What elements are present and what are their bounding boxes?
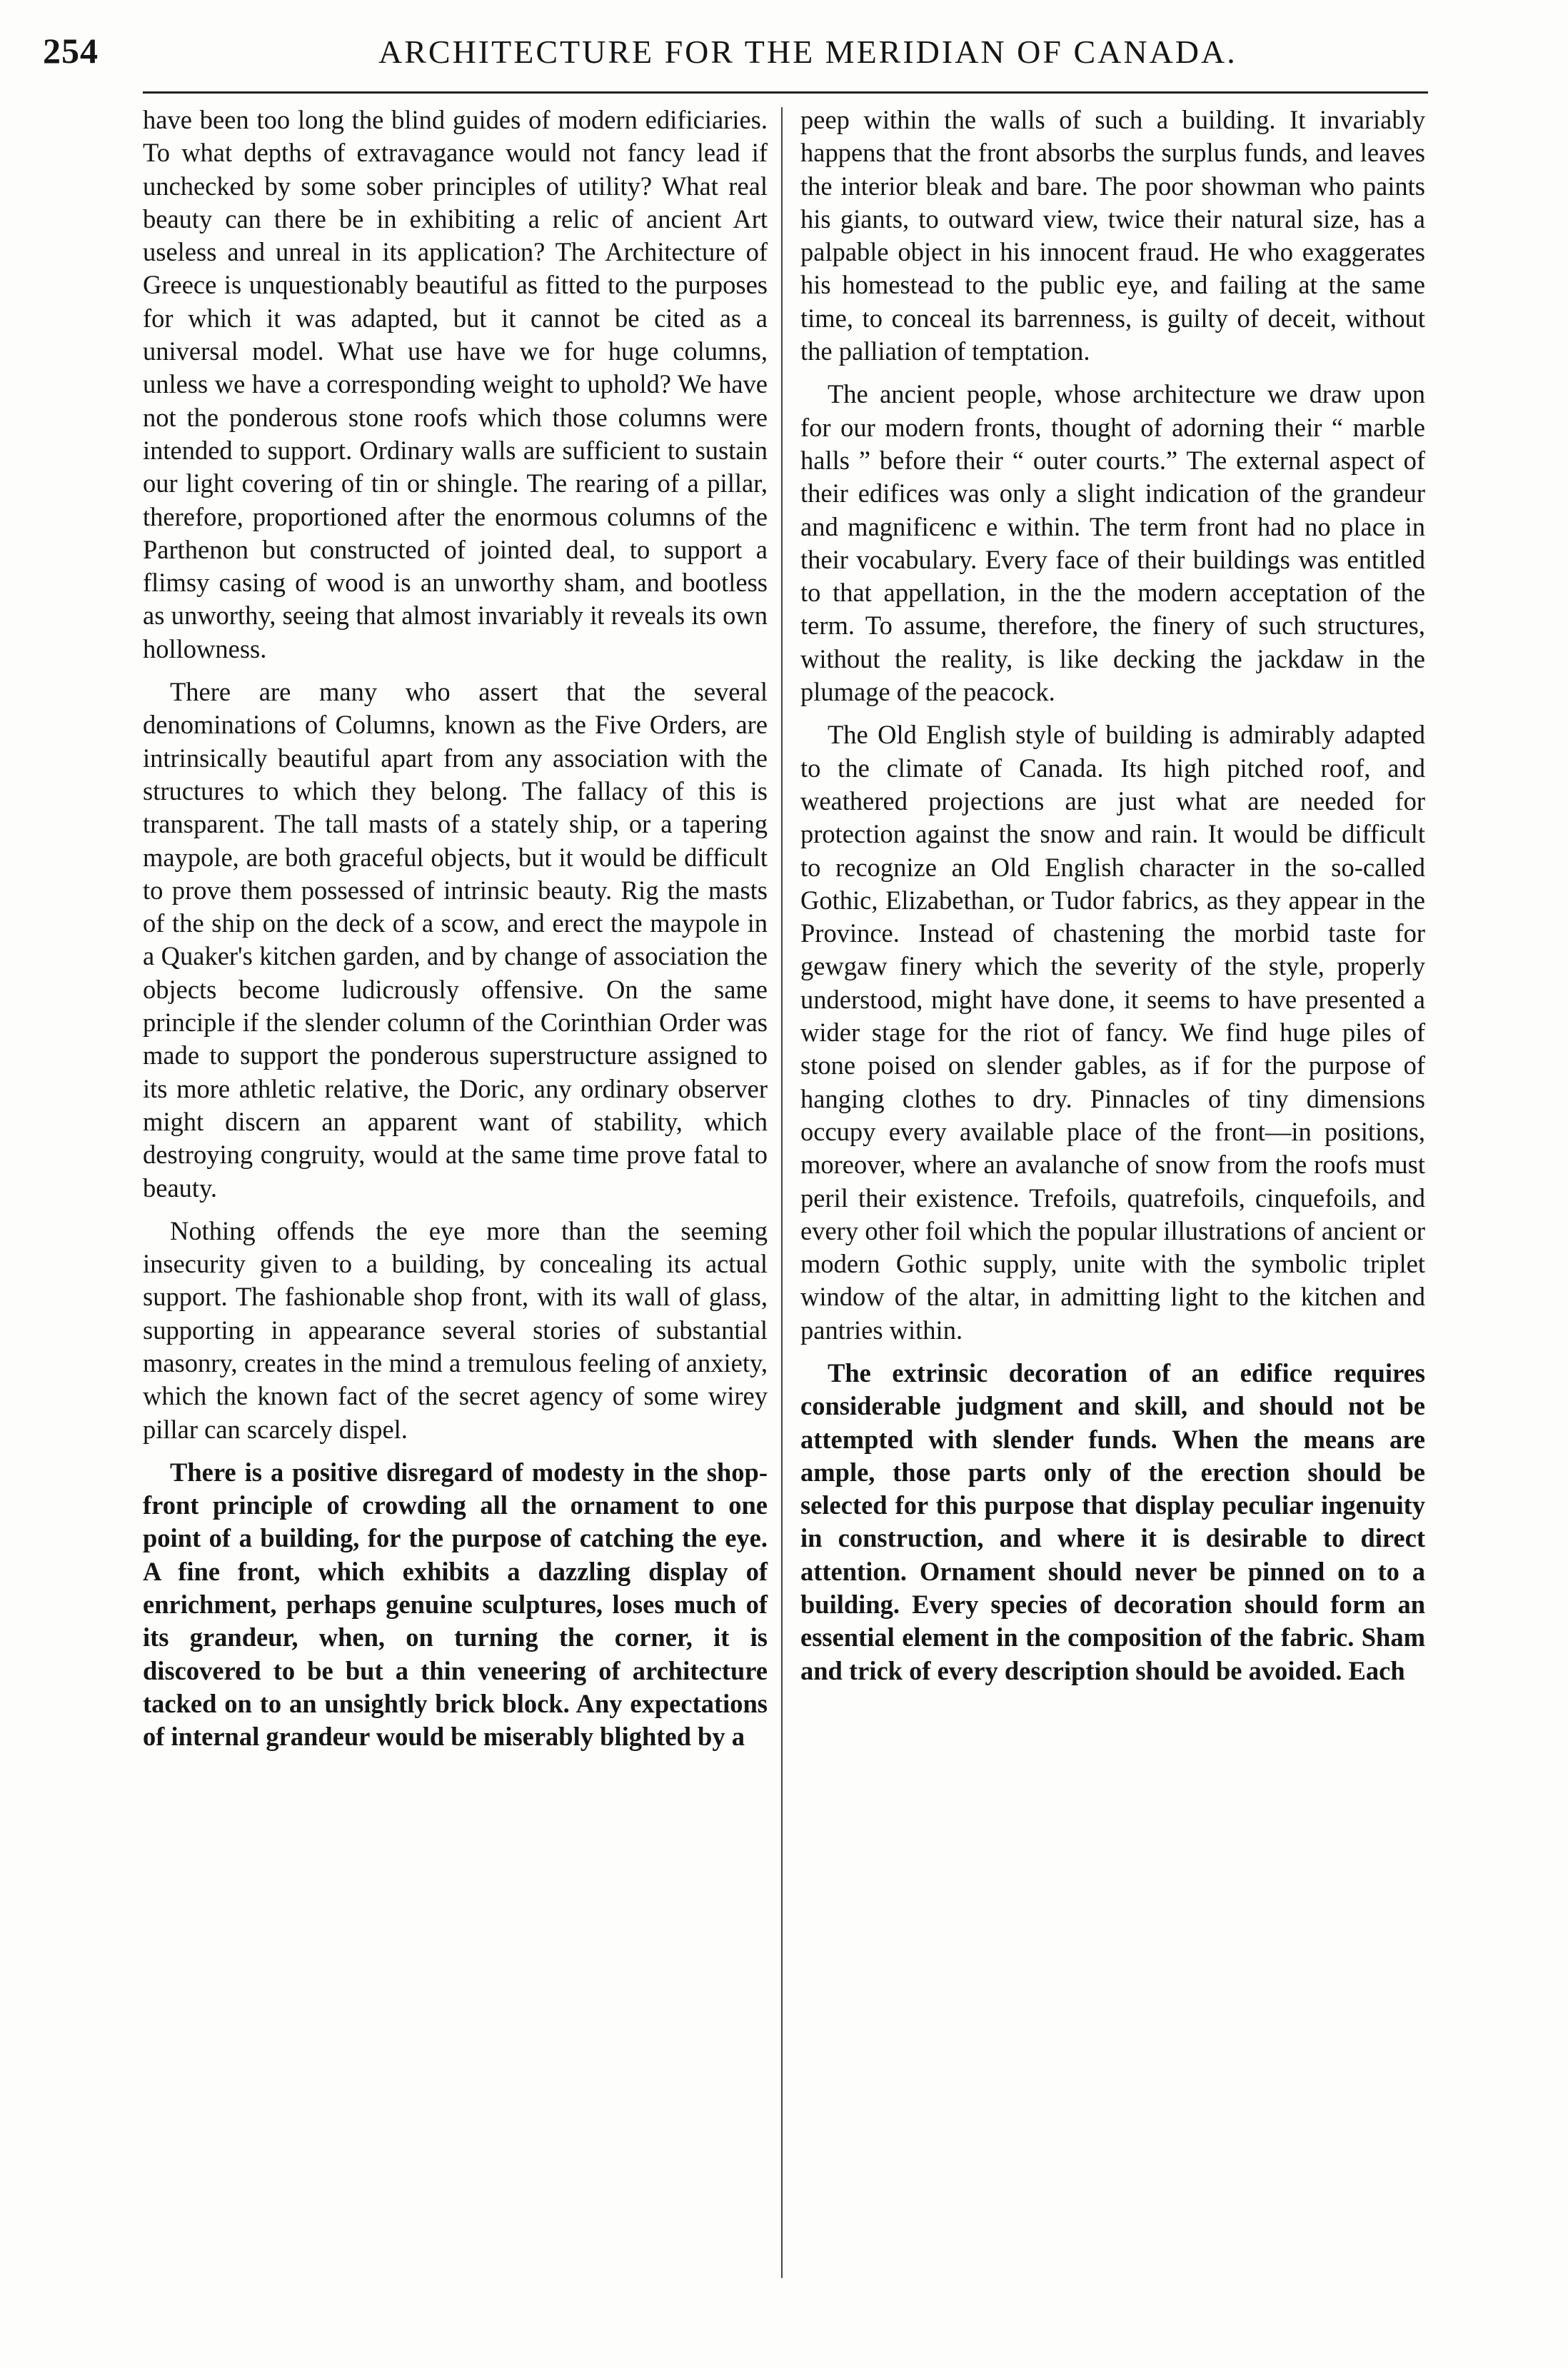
paragraph: There is a positive disregard of modesty in the shop-front principle of crowding all the ornament to one point of a building, for the purpose of catching the eye. A fine front, which exhibits a dazzling display of enrichment, perhaps genuine sculptures, loses much of its grandeur, when, on turning the corner, it is discovered to be but a thin veneering of architecture tacked on to an unsightly brick block. Any expectations of internal grandeur would be miserably blighted by a [143,1457,768,1752]
header-rule [143,91,1428,94]
paragraph: The extrinsic decoration of an edifice requires considerable judgment and skill, and should not be attempted with slender funds. When the means are ample, those parts only of the erection should be selected for this purpose that display peculiar ingenuity in construction, and where it is desirable to direct attention. Ornament should never be pinned on to a building. Every species of decoration should form an essential element in the composition of the fabric. Sham and trick of every description should be avoided. Each [800,1358,1425,1685]
paragraph: The Old English style of building is admirably adapted to the climate of Canada. Its high pitched roof, and weathered projections are just what are needed for protection against the snow and rain. It would be difficult to recognize an Old English character in the so-called Gothic, Elizabethan, or Tudor fabrics, as they appear in the Province. Instead of chastening the morbid taste for gewgaw finery which the severity of the style, properly understood, might have done, it seems to have presented a wider stage for the riot of fancy. We find huge piles of stone poised on slender gables, as if for the purpose of hanging clothes to dry. Pinnacles of tiny dimensions occupy every available place of the front—in positions, moreover, where an avalanche of snow from the roofs must peril their existence. Trefoils, quatrefoils, cinquefoils, and every other foil which the popular illustrations of ancient or modern Gothic supply, unite with the symbolic triplet window of the altar, in admitting light to the kitchen and pantries within. [800,720,1425,1345]
paragraph: The ancient people, whose architecture we draw upon for our modern fronts, thought of adorning their “ marble halls ” before their “ outer courts.” The external aspect of their edifices was only a slight indication of the grandeur and magnificenc e within. The term front had no place in their vocabulary. Every face of their buildings was entitled to that appellation, in the the modern acceptation of the term. To assume, therefore, the finery of such structures, without the reality, is like decking the jackdaw in the plumage of the peacock. [800,379,1425,707]
column-divider [781,107,783,2278]
page-number: 254 [43,31,99,71]
right-column [800,104,1425,1687]
paragraph: There are many who assert that the several denominations of Columns, known as the Five Orders, are intrinsically beautiful apart from any association with the structures to which they belong. The fallacy of this is transparent. The tall masts of a stately ship, or a tapering maypole, are both graceful objects, but it would be difficult to prove them possessed of intrinsic beauty. Rig the masts of the ship on the deck of a scow, and erect the maypole in a Quaker's kitchen garden, and by change of association the objects become ludicrously offensive. On the same principle if the slender column of the Corinthian Order was made to support the ponderous superstructure assigned to its more athletic relative, the Doric, any ordinary observer might discern an apparent want of stability, which destroying congruity, would at the same time prove fatal to beauty. [143,677,768,1203]
page-header [43,26,1428,83]
paragraph: peep within the walls of such a building. It invariably happens that the front absorbs the surplus funds, and leaves the interior bleak and bare. The poor showman who paints his giants, to outward view, twice their natural size, has a palpable object in his innocent fraud. He who exaggerates his homestead to the public eye, and failing at the same time, to conceal its barrenness, is guilty of deceit, without the palliation of temptation. [800,105,1425,366]
paragraph: Nothing offends the eye more than the seeming insecurity given to a building, by concealing its actual support. The fashionable shop front, with its wall of glass, supporting in appearance several stories of substantial masonry, creates in the mind a tremulous feeling of anxiety, which the known fact of the secret agency of some wirey pillar can scarcely dispel. [143,1215,768,1444]
left-column [143,104,768,1754]
running-title: ARCHITECTURE FOR THE MERIDIAN OF CANADA. [378,34,1237,70]
paragraph: have been too long the blind guides of modern edificiaries. To what depths of extravagance would not fancy lead if unchecked by some sober principles of utility? What real beauty can there be in exhibiting a relic of ancient Art useless and unreal in its application? The Architecture of Greece is unquestionably beautiful as fitted to the purposes for which it was adapted, but it cannot be cited as a universal model. What use have we for huge columns, unless we have a corresponding weight to uphold? We have not the ponderous stone roofs which those columns were intended to support. Ordinary walls are sufficient to sustain our light covering of tin or shingle. The rearing of a pillar, therefore, proportioned after the enormous columns of the Parthenon but constructed of jointed deal, to support a flimsy casing of wood is an unworthy sham, and bootless as unworthy, seeing that almost invariably it reveals its own hollowness. [143,105,768,663]
